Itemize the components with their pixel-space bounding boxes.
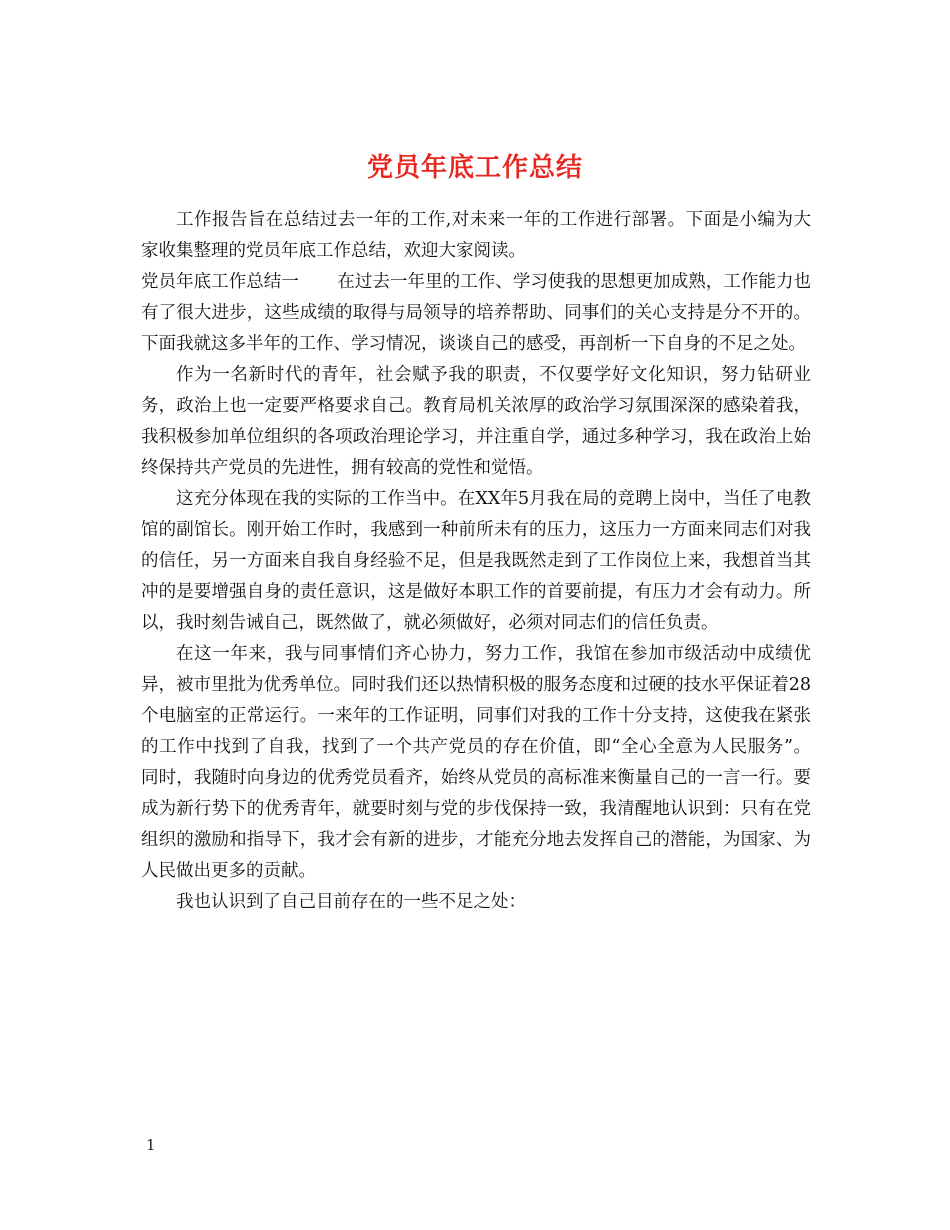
body-paragraph-teamwork: 在这一年来，我与同事情们齐心协力，努力工作，我馆在参加市级活动中成绩优异，被市里批为优秀单位。同时我们还以热情积极的服务态度和过硬的技水平保证着28个电脑室的正常运行。一来年的工作证明，同事们对我的工作十分支持，这使我在紧张的工作中找到了自我，找到了一个共产党员的存在价值，即“全心全意为人民服务”。 同时，我随时向身边的优秀党员看齐，始终从党员的高标准来衡量自己的一言一行。要成为新行势下的优秀青年，就要时刻与党的步伐保持一致，我清醒地认识到：只有在党组织的激励和指导下，我才会有新的进步，才能充分地去发挥自己的潜能，为国家、为人民做出更多的贡献。 [141,644,811,881]
document-title: 党员年底工作总结 [366,153,583,184]
section-heading: 党员年底工作总结一 [141,272,299,292]
body-paragraph-political-study: 作为一名新时代的青年，社会赋予我的职责，不仅要学好文化知识，努力钻研业务，政治上也一定要严格要求自己。教育局机关浓厚的政治学习氛围深深的感染着我，我积极参加单位组织的各项政治理论学习，并注重自学，通过多种学习，我在政治上始终保持共产党员的先进性，拥有较高的党性和觉悟。 [141,365,811,478]
body-paragraph-shortcomings: 我也认识到了自己目前存在的一些不足之处： [176,892,526,912]
document-body [141,205,811,918]
section-first-paragraph-text: 在过去一年里的工作、学习使我的思想更加成熟，工作能力也有了很大进步，这些成绩的取得与局领导的培养帮助、同事们的关心支持是分不开的。下面我就这多半年的工作、学习情况，谈谈自己的感受，再剖析一下自身的不足之处。 [141,272,812,354]
section-one-paragraph [141,267,811,360]
body-paragraph-job-responsibility: 这充分体现在我的实际的工作当中。在XX年5月我在局的竞聘上岗中，当任了电教馆的副馆长。刚开始工作时，我感到一种前所未有的压力，这压力一方面来同志们对我的信任，另一方面来自我自身经验不足，但是我既然走到了工作岗位上来，我想首当其冲的是要增强自身的责任意识，这是做好本职工作的首要前提，有压力才会有动力。所以，我时刻告诫自己，既然做了，就必须做好，必须对同志们的信任负责。 [141,489,811,633]
page-number: 1 [146,1136,156,1154]
intro-paragraph: 工作报告旨在总结过去一年的工作,对未来一年的工作进行部署。下面是小编为大家收集整理的党员年底工作总结，欢迎大家阅读。 [141,210,811,261]
